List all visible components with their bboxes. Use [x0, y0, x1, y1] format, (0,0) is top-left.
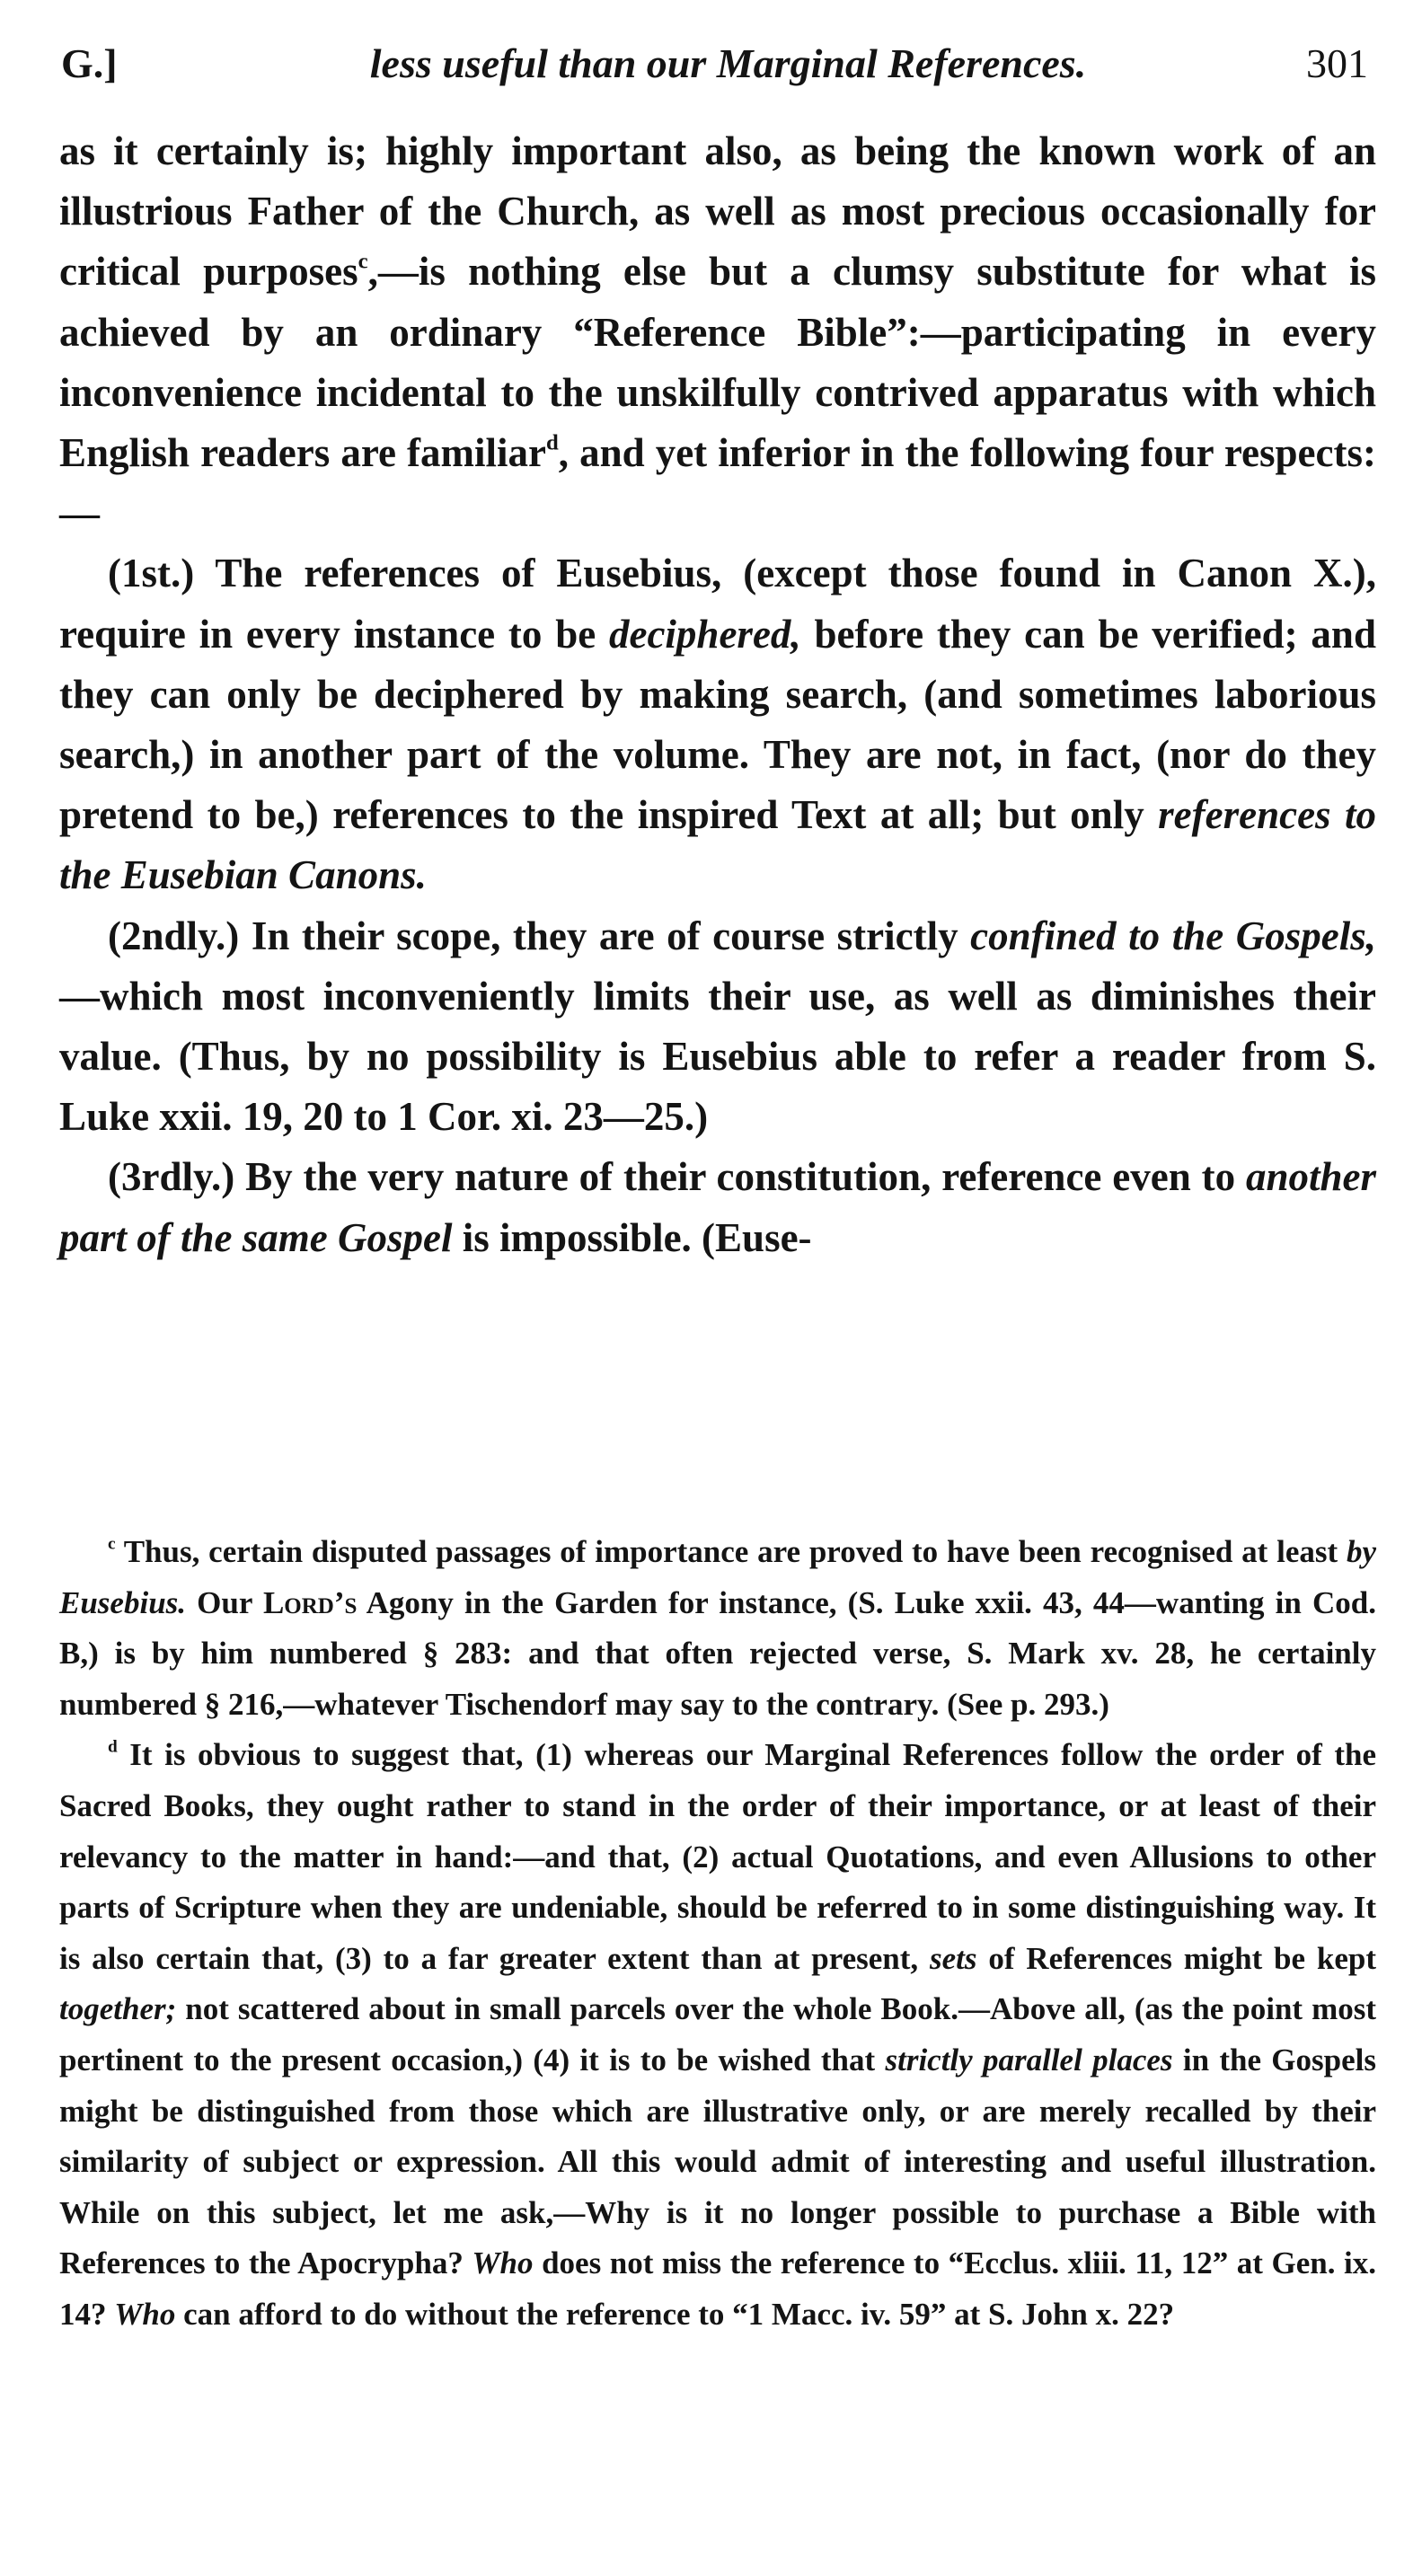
text-run: before they can be verified; and they can only be deciphered by making search, (and sometimes laborious search,) in another part of the volume. They are not, in fact, (nor do they pretend to be,) references to the inspired Text at all; but only	[59, 611, 1376, 838]
text-run: is impossible. (Euse-	[452, 1214, 812, 1260]
text-run: Our	[186, 1584, 263, 1620]
paragraph-third-respect	[59, 1147, 1376, 1267]
footnotes	[59, 1527, 1376, 2341]
text-run: Agony in the Garden for instance, (S. Luke xxii. 43, 44—wanting in Cod. B,) is by him numbered § 283: and that often rejected verse, S. Mark xv. 28, he certainly numbered § 216,—whatever Tischendorf may say to the contrary. (See p. 293.)	[59, 1584, 1376, 1722]
small-caps-lord: Lord’s	[262, 1584, 358, 1620]
emphasis: strictly parallel places	[885, 2042, 1173, 2078]
text-run: , and yet inferior in the following four respects:—	[59, 430, 1376, 536]
text-run: of References might be kept	[976, 1940, 1377, 1976]
footnote-marker-d: d	[108, 1737, 118, 1757]
emphasis: references to the Eusebian Canons.	[59, 792, 1376, 898]
emphasis: together;	[59, 1991, 177, 2027]
text-run: can afford to do without the reference to “1 Macc. iv. 59” at S. John x. 22?	[175, 2296, 1175, 2332]
section-marker: G.]	[61, 40, 118, 86]
running-header	[61, 32, 1395, 95]
text-run: in the Gospels might be distinguished from those which are illustrative only, or are merely recalled by their similarity of subject or expression. All this would admit of interesting and useful illustration. While on this subject, let me ask,—Why is it no longer possible to purchase a Bible with References to the Apocrypha?	[59, 2042, 1376, 2281]
text-run: (1st.) The references of Eusebius, (except those found in Canon X.), require in every instance to be	[59, 551, 1376, 657]
emphasis: sets	[930, 1940, 977, 1976]
text-run: —which most inconveniently limits their use, as well as diminishes their value. (Thus, by no possibility is Eusebius able to refer a reader from S. Luke xxii. 19, 20 to 1 Cor. xi. 23—25.)	[59, 973, 1376, 1140]
footnote-ref-c[interactable]: c	[358, 249, 368, 274]
emphasis: another part of the same Gospel	[59, 1154, 1376, 1260]
paragraph-first-respect	[59, 543, 1376, 905]
text-run: (3rdly.) By the very nature of their constitution, reference even to	[108, 1154, 1246, 1200]
emphasis: Who	[472, 2245, 534, 2281]
emphasis: Who	[114, 2296, 176, 2332]
footnote-marker-c: c	[108, 1534, 116, 1554]
emphasis: confined to the Gospels,	[970, 913, 1376, 958]
text-run: (2ndly.) In their scope, they are of course strictly	[108, 913, 971, 958]
text-run: ,—is nothing else but a clumsy substitute for what is achieved by an ordinary “Reference Bible”:—participating in every inconvenience incidental to the unskilfully contrived apparatus with which English readers are familiar	[59, 249, 1376, 476]
emphasis: by Eusebius.	[59, 1534, 1376, 1620]
page-number: 301	[1306, 40, 1368, 86]
text-run: It is obvious to suggest that, (1) whereas our Marginal References follow the order of the Sacred Books, they ought rather to stand in the order of their importance, or at least of their relevancy to the matter in hand:—and that, (2) actual Quotations, and even Allusions to other parts of Scripture when they are undeniable, should be referred to in some distinguishing way. It is also certain that, (3) to a far greater extent than at present,	[59, 1737, 1376, 1976]
text-run: not scattered about in small parcels over the whole Book.—Above all, (as the point most pertinent to the present occasion,) (4) it is to be wished that	[59, 1991, 1376, 2078]
text-run: as it certainly is; highly important also, as being the known work of an illustrious Father of the Church, as well as most precious occasionally for critical purposes	[59, 128, 1376, 295]
emphasis: deciphered,	[608, 611, 801, 657]
running-title: less useful than our Marginal References.	[369, 40, 1087, 86]
paragraph-second-respect	[59, 906, 1376, 1148]
text-run: Thus, certain disputed passages of importance are proved to have been recognised at least	[115, 1534, 1347, 1569]
footnote-ref-d[interactable]: d	[546, 430, 559, 455]
paragraph-continuation	[59, 121, 1376, 543]
text-run: does not miss the reference to “Ecclus. xliii. 11, 12” at Gen. ix. 14?	[59, 2245, 1376, 2332]
main-text	[59, 121, 1376, 1268]
footnote-c	[59, 1527, 1376, 1730]
footnote-d	[59, 1730, 1376, 2340]
